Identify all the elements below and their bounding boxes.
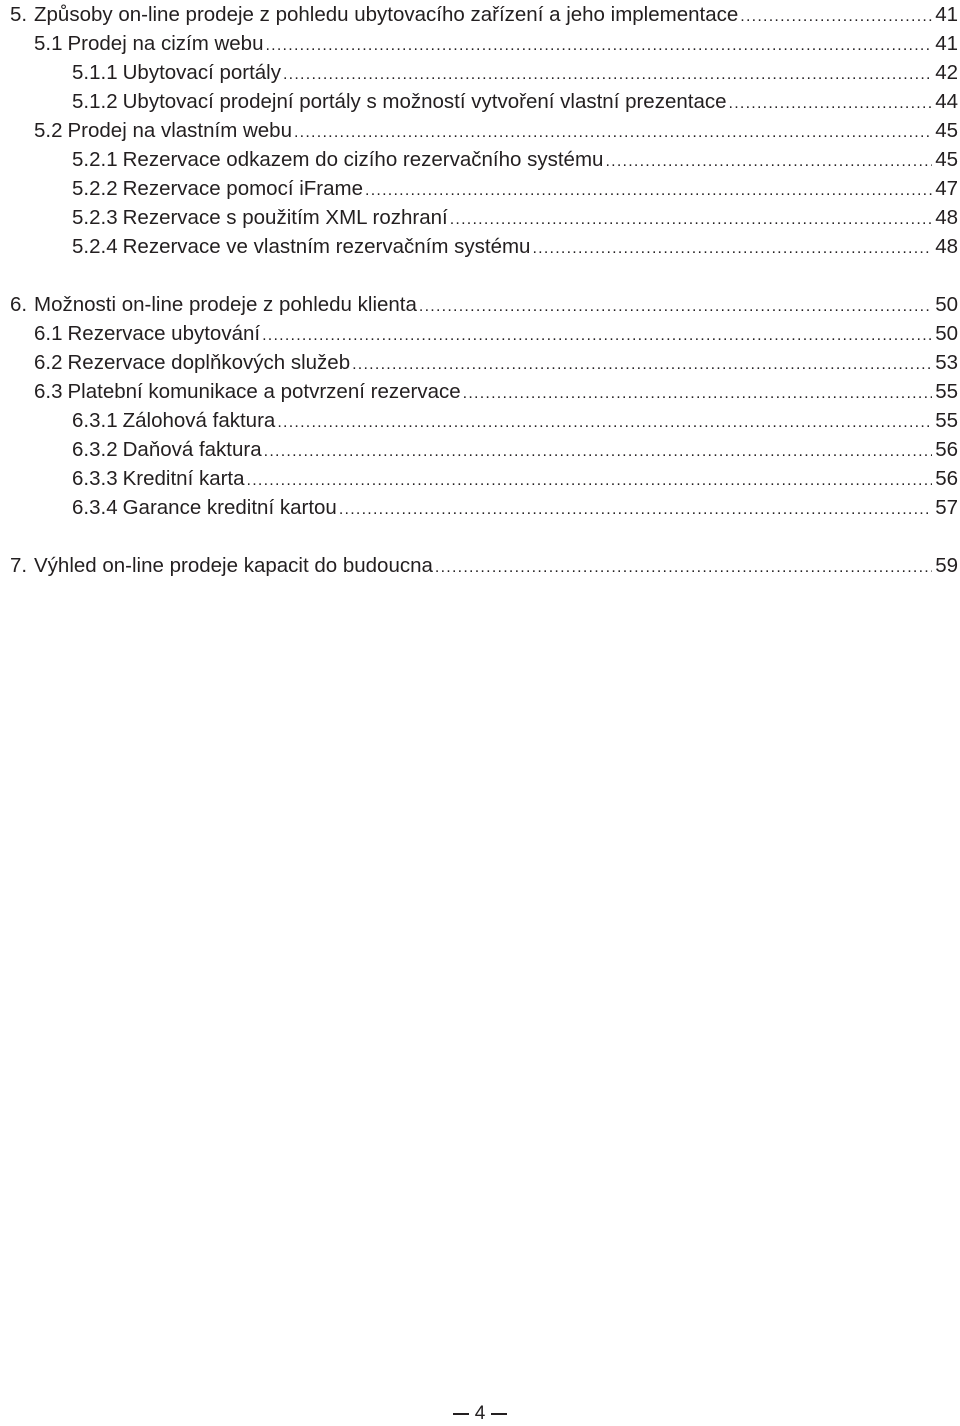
toc-entry-number: 6.3.3 — [72, 467, 118, 490]
toc-entry-number: 5.1.2 — [72, 90, 118, 113]
toc-entry[interactable] — [10, 348, 958, 377]
toc-entry-label — [34, 348, 350, 377]
toc-entry-label — [72, 493, 337, 522]
toc-entry-page: 44 — [935, 90, 958, 113]
toc-entry-title: Prodej na vlastním webu — [67, 119, 292, 142]
toc-entry[interactable] — [10, 435, 958, 464]
toc-entry[interactable] — [10, 493, 958, 522]
table-of-contents — [10, 0, 958, 580]
toc-entry-title: Garance kreditní kartou — [122, 496, 337, 519]
dot-leader — [247, 466, 933, 495]
footer-dash-right — [491, 1413, 507, 1415]
toc-entry-label — [72, 464, 245, 493]
toc-entry-title: Daňová faktura — [122, 438, 262, 461]
toc-entry-page: 50 — [935, 322, 958, 345]
toc-entry-page: 59 — [935, 554, 958, 577]
toc-entry-label — [34, 319, 260, 348]
toc-entry-label — [10, 0, 738, 29]
toc-entry-number: 6.3.1 — [72, 409, 118, 432]
dot-leader — [740, 2, 932, 31]
toc-entry-label — [72, 87, 727, 116]
toc-entry[interactable] — [10, 203, 958, 232]
toc-entry-title: Možnosti on-line prodeje z pohledu klienta — [34, 293, 417, 316]
toc-entry-page: 48 — [935, 235, 958, 258]
dot-leader — [262, 321, 932, 350]
dot-leader — [264, 437, 933, 466]
toc-entry-label — [10, 290, 417, 319]
toc-entry[interactable] — [10, 464, 958, 493]
toc-entry-title: Rezervace s použitím XML rozhraní — [122, 206, 448, 229]
toc-entry[interactable] — [10, 319, 958, 348]
toc-entry[interactable] — [10, 551, 958, 580]
dot-leader — [463, 379, 933, 408]
toc-entry-label — [34, 116, 292, 145]
dot-leader — [277, 408, 932, 437]
toc-entry-title: Ubytovací prodejní portály s možností vytvoření vlastní prezentace — [122, 90, 727, 113]
dot-leader — [450, 205, 932, 234]
toc-entry-number: 5.2.1 — [72, 148, 118, 171]
toc-entry-number: 5.1.1 — [72, 61, 118, 84]
toc-entry-page: 41 — [935, 3, 958, 26]
toc-group-chapter-5 — [10, 0, 958, 261]
toc-entry-page: 42 — [935, 61, 958, 84]
dot-leader — [265, 31, 932, 60]
toc-entry-label — [72, 406, 275, 435]
toc-entry[interactable] — [10, 174, 958, 203]
toc-entry-title: Rezervace pomocí iFrame — [122, 177, 363, 200]
toc-entry-label — [72, 203, 448, 232]
toc-entry-number: 6. — [10, 293, 28, 316]
dot-leader — [283, 60, 932, 89]
toc-entry-label — [72, 174, 363, 203]
toc-entry-page: 57 — [935, 496, 958, 519]
toc-entry-title: Rezervace odkazem do cizího rezervačního systému — [122, 148, 604, 171]
toc-entry-title: Zálohová faktura — [122, 409, 276, 432]
toc-entry-number: 5.2.3 — [72, 206, 118, 229]
dot-leader — [729, 89, 933, 118]
toc-entry-number: 5.2 — [34, 119, 63, 142]
toc-entry[interactable] — [10, 145, 958, 174]
toc-entry-label — [34, 29, 263, 58]
toc-entry-title: Prodej na cizím webu — [67, 32, 264, 55]
dot-leader — [605, 147, 932, 176]
toc-entry-label — [72, 232, 530, 261]
toc-entry-title: Ubytovací portály — [122, 61, 281, 84]
toc-entry-title: Rezervace ubytování — [67, 322, 261, 345]
toc-entry-label — [72, 435, 262, 464]
toc-entry-number: 6.3.4 — [72, 496, 118, 519]
toc-group-chapter-7 — [10, 551, 958, 580]
toc-entry[interactable] — [10, 232, 958, 261]
toc-entry-number: 5.1 — [34, 32, 63, 55]
toc-entry-number: 5. — [10, 3, 28, 26]
toc-entry[interactable] — [10, 116, 958, 145]
toc-entry-label — [72, 145, 603, 174]
toc-entry-title: Způsoby on-line prodeje z pohledu ubytovacího zařízení a jeho implementace — [34, 3, 739, 26]
toc-entry-label — [10, 551, 433, 580]
toc-entry-page: 56 — [935, 467, 958, 490]
dot-leader — [435, 553, 932, 582]
page-number: 4 — [474, 1403, 486, 1424]
toc-entry-number: 7. — [10, 554, 28, 577]
toc-entry[interactable] — [10, 87, 958, 116]
toc-entry[interactable] — [10, 290, 958, 319]
toc-entry-title: Rezervace doplňkových služeb — [67, 351, 351, 374]
page-footer — [0, 1402, 960, 1426]
dot-leader — [294, 118, 932, 147]
dot-leader — [532, 234, 932, 263]
toc-entry-page: 48 — [935, 206, 958, 229]
toc-entry-page: 55 — [935, 380, 958, 403]
toc-entry-page: 56 — [935, 438, 958, 461]
toc-entry-page: 55 — [935, 409, 958, 432]
dot-leader — [365, 176, 932, 205]
toc-entry[interactable] — [10, 406, 958, 435]
toc-entry-number: 6.1 — [34, 322, 63, 345]
toc-entry-number: 5.2.2 — [72, 177, 118, 200]
toc-entry-title: Platební komunikace a potvrzení rezervace — [67, 380, 461, 403]
toc-entry-number: 6.3.2 — [72, 438, 118, 461]
toc-entry-title: Kreditní karta — [122, 467, 245, 490]
dot-leader — [419, 292, 932, 321]
toc-entry-page: 45 — [935, 148, 958, 171]
toc-entry-title: Výhled on-line prodeje kapacit do budoucna — [34, 554, 433, 577]
toc-entry-label — [34, 377, 461, 406]
toc-entry-number: 6.3 — [34, 380, 63, 403]
toc-entry-label — [72, 58, 281, 87]
toc-entry[interactable] — [10, 0, 958, 29]
toc-entry-page: 41 — [935, 32, 958, 55]
toc-entry-page: 47 — [935, 177, 958, 200]
dot-leader — [352, 350, 932, 379]
dot-leader — [339, 495, 932, 524]
toc-entry-page: 50 — [935, 293, 958, 316]
toc-entry-page: 53 — [935, 351, 958, 374]
toc-entry[interactable] — [10, 377, 958, 406]
toc-entry-title: Rezervace ve vlastním rezervačním systému — [122, 235, 531, 258]
toc-group-chapter-6 — [10, 290, 958, 522]
toc-entry-number: 6.2 — [34, 351, 63, 374]
toc-entry-page: 45 — [935, 119, 958, 142]
footer-dash-left — [453, 1413, 469, 1415]
toc-entry-number: 5.2.4 — [72, 235, 118, 258]
toc-entry[interactable] — [10, 29, 958, 58]
toc-entry[interactable] — [10, 58, 958, 87]
